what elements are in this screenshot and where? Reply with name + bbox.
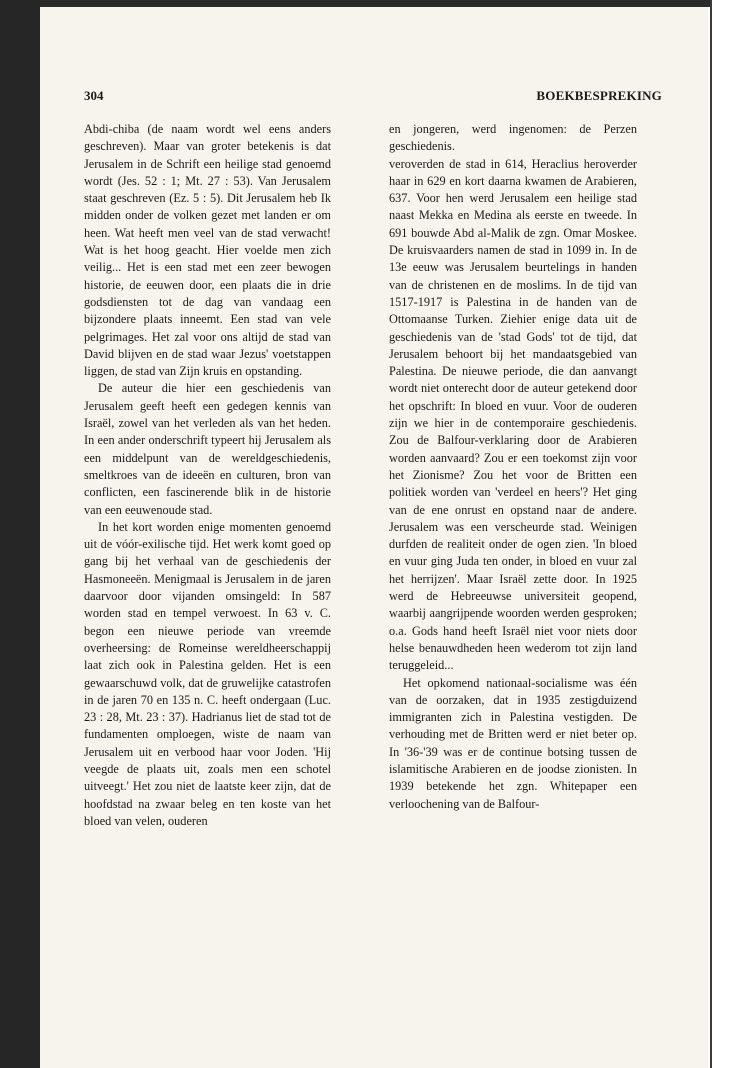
left-paragraph-1: Abdi-chiba (de naam wordt wel eens anders geschreven). Maar van groter betekenis is dat Jerusalem in de Schrift een heilige stad genoemd wordt (Jes. 52 : 1; Mt. 27 : 53). Van Jerusalem staat geschreven (Ez. 5 : 5). Dit Jerusalem heb Ik midden onder de volken gezet met landen er om heen. Wat heeft men veel van de stad verwacht! Wat is het hoog geacht. Hier voelde men zich veilig... Het is een stad met een zeer bewogen historie, de eeuwen door, een plaats die in drie godsdiensten tot de dag van vandaag een bijzondere plaats inneemt. Een stad van vele pelgrimages. Het zal voor ons altijd de stad van David blijven en de stad waar Jezus' voetstappen liggen, de stad van Zijn kruis en opstanding. (84, 122, 331, 379)
left-column (84, 121, 331, 830)
right-paragraph-3: Het opkomend nationaal-socialisme was één van de oorzaken, dat in 1935 zestigduizend immigranten zich in Palestina vestigden. De verhouding met de Britten werd er niet beter op. In '36-'39 was er de continue botsing tussen de islamitische Arabieren en de joodse zionisten. In 1939 betekende het zgn. Whitepaper een verloochening van de Balfour- (389, 675, 637, 811)
right-paragraph-1: en jongeren, werd ingenomen: de Perzen geschiedenis. (389, 122, 637, 154)
scan-border-left (0, 0, 40, 1068)
page-header (84, 88, 662, 108)
left-paragraph-3: In het kort worden enige momenten genoemd uit de vóór-exilische tijd. Het werk komt goed op gang bij het verhaal van de geschiedenis der Hasmoneeën. Menigmaal is Jerusalem in de jaren daarvoor door vijanden omsingeld: In 587 worden stad en tempel verwoest. In 63 v. C. begon een nieuwe periode van vreemde overheersing: de Romeinse wereldheerschappij laat zich ook in Palestina gelden. Het is een gewaarschuwd volk, dat de gruwelijke catastrofen in de jaren 70 en 135 n. C. heeft ondergaan (Luc. 23 : 28, Mt. 23 : 37). Hadrianus liet de stad tot de fundamenten omploegen, wiste de naam van Jerusalem uit en verbood haar voor Joden. 'Hij veegde de plaats uit, zoals men een schotel uitveegt.' Het zou niet de laatste keer zijn, dat de hoofdstad na zwaar beleg en ten koste van het bloed van velen, ouderen (84, 519, 331, 828)
right-paragraph-2: veroverden de stad in 614, Heraclius heroverder haar in 629 en kort daarna kwamen de Arabieren, 637. Voor hen werd Jerusalem een heilige stad naast Mekka en Medina als eerste en tweede. In 691 bouwde Abd al-Malik de zgn. Omar Moskee. De kruisvaarders namen de stad in 1099 in. In de 13e eeuw was Jerusalem beurtelings in handen van de christenen en de moslims. In de tijd van 1517-1917 is Palestina in de handen van de Ottomaanse Turken. Ziehier enige data uit de geschiedenis van de 'stad Gods' tot de tijd, dat Jerusalem behoort bij het mandaatsgebied van Palestina. De nieuwe periode, die dan aanvangt wordt niet onterecht door de auteur getekend door het opschrift: In bloed en vuur. Voor de ouderen zijn we hier in de contemporaire geschiedenis. Zou de Balfour-verklaring door de Arabieren worden aanvaard? Zou er een toekomst zijn voor het Zionisme? Zou het voor de Britten een politiek worden van 'verdeel en heers'? Het ging van de ene onrust en opstand naar de andere. Jerusalem was een verscheurde stad. Weinigen durfden de realiteit onder de ogen zien. 'In bloed en vuur ging Juda ten onder, in bloed en vuur zal het herrijzen'. Maar Israël zette door. In 1925 werd de Hebreeuwse universiteit geopend, waarbij aangrijpende woorden werden gesproken; o.a. Gods hand heeft Israël niet voor niets door helse benauwdheden heen wederom tot zijn land teruggeleid... (389, 156, 637, 673)
page-number: 304 (84, 88, 104, 103)
section-title: BOEKBESPREKING (536, 88, 662, 103)
left-paragraph-2: De auteur die hier een geschiedenis van Jerusalem geeft heeft een gedegen kennis van Israël, zowel van het verleden als van het heden. In een ander onderschrift typeert hij Jerusalem als een middelpunt van de wereldgeschiedenis, smeltkroes van de ideeën en culturen, bron van conflicten, een fascinerende blik in de historie van een eeuwenoude stad. (84, 381, 331, 517)
scan-border-right (710, 0, 738, 1068)
right-column (389, 121, 637, 813)
scan-border-top (0, 0, 738, 7)
